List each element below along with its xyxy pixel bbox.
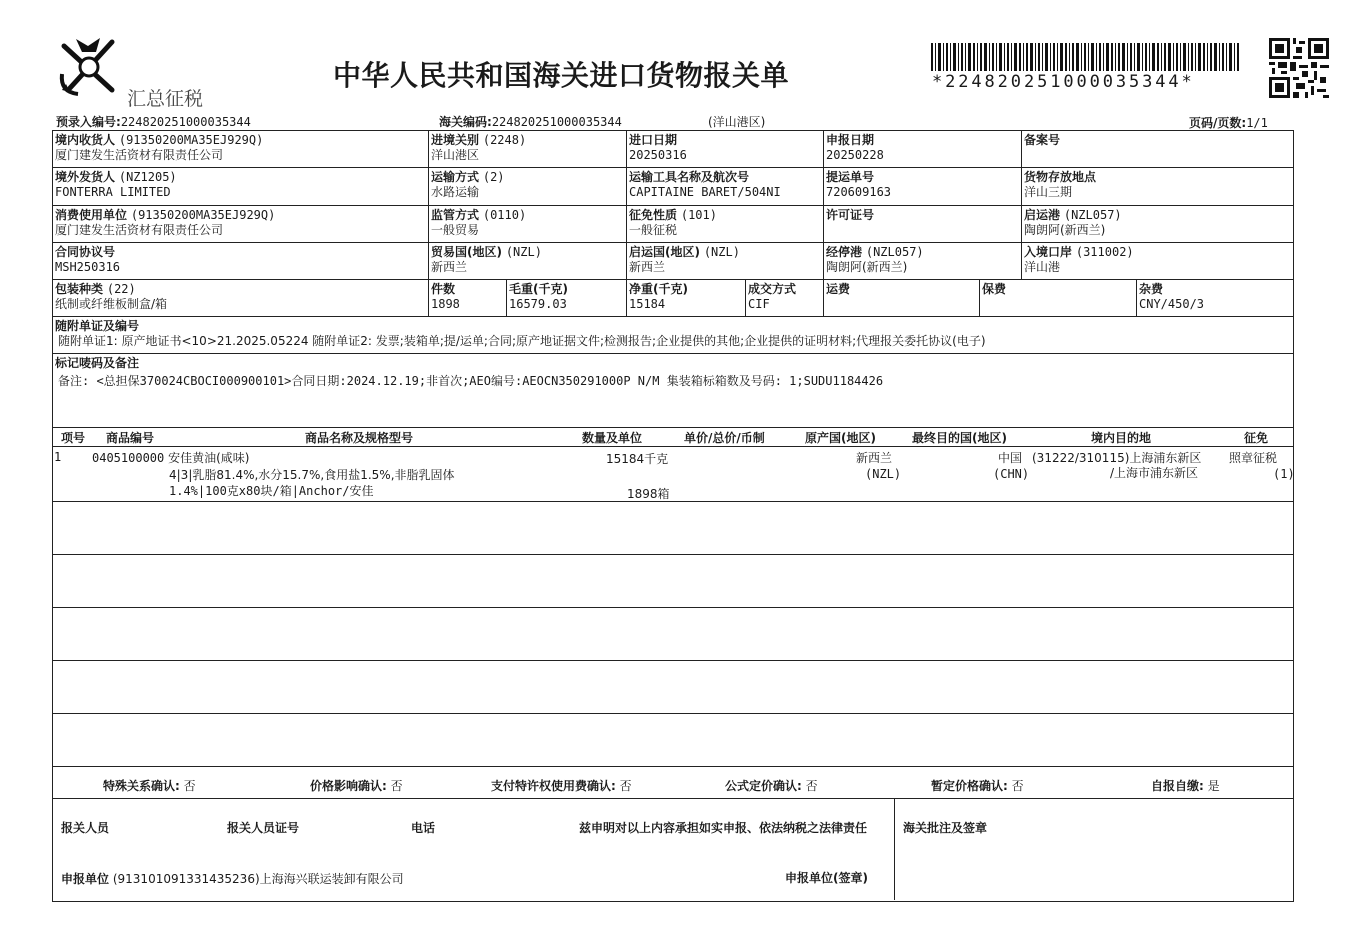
consumer-label: 消费使用单位 xyxy=(55,208,128,222)
consignee-label: 境内收货人 xyxy=(55,133,116,147)
page-value: 1/1 xyxy=(1246,116,1268,130)
transport-mode-cell xyxy=(431,170,505,200)
consumer-value: 厦门建发生活资材有限责任公司 xyxy=(55,223,224,237)
entry-port-cell xyxy=(1024,245,1134,275)
consignee-code: (91350200MA35EJ929Q) xyxy=(118,133,264,147)
vessel-value: CAPITAINE BARET/504NI xyxy=(629,185,781,199)
declaring-unit xyxy=(61,870,404,887)
row-divider xyxy=(52,427,1294,428)
declare-date-label: 申报日期 xyxy=(826,133,875,147)
origin-country-code: (NZL) xyxy=(703,245,740,259)
pre-entry-label: 预录入编号: xyxy=(56,115,121,129)
price-influence-value: 否 xyxy=(390,779,403,793)
storage-label: 货物存放地点 xyxy=(1024,170,1097,184)
item-qty-box: 1898箱 xyxy=(627,487,670,501)
goods-header-origin: 原产国(地区) xyxy=(805,431,876,445)
goods-header-domestic: 境内目的地 xyxy=(1091,431,1152,445)
page-label: 页码/页数: xyxy=(1189,116,1247,130)
customs-code-value: 224820251000035344 xyxy=(491,115,622,129)
row-divider xyxy=(52,713,1294,714)
misc-fee-value: CNY/450/3 xyxy=(1139,297,1205,311)
departure-port-cell xyxy=(1024,208,1122,238)
package-code: (22) xyxy=(106,282,136,296)
misc-fee-cell xyxy=(1139,282,1204,312)
supervision-code: (0110) xyxy=(482,208,527,222)
item-spec-line2: 1.4%|100克x80块/箱|Anchor/安佳 xyxy=(169,484,374,498)
transit-port-value: 陶朗阿(新西兰) xyxy=(826,260,908,274)
declaring-unit-label: 申报单位 xyxy=(61,872,110,886)
row-divider xyxy=(52,316,1294,317)
vessel-cell xyxy=(629,170,781,200)
consignee-cell xyxy=(55,133,263,163)
insurance-cell xyxy=(982,282,1006,297)
barcode xyxy=(931,43,1239,71)
declarant-cert-label: 报关人员证号 xyxy=(227,821,300,835)
attached-docs-label: 随附单证及编号 xyxy=(55,319,140,333)
marks-value: 备注: <总担保370024CBOCI000900101>合同日期:2024.12.19;非首次;AEO编号:AEOCN350291000P N/M 集装箱标箱数及号码: 1;SUDU1184426 xyxy=(58,374,884,388)
import-date-cell xyxy=(629,133,687,163)
consumer-cell xyxy=(55,208,275,238)
gross-weight-cell xyxy=(509,282,568,312)
trade-country-label: 贸易国(地区) xyxy=(431,245,502,259)
net-weight-cell xyxy=(629,282,688,312)
item-qty-kg: 15184千克 xyxy=(606,452,669,466)
declarant-label: 报关人员 xyxy=(61,821,110,835)
goods-header-qty: 数量及单位 xyxy=(582,431,643,445)
declaration-statement: 兹申明对以上内容承担如实申报、依法纳税之法律责任 xyxy=(579,821,868,835)
special-relation-value: 否 xyxy=(183,779,196,793)
port-area: (洋山港区) xyxy=(708,115,766,129)
pieces-value: 1898 xyxy=(431,297,460,311)
entry-customs-code: (2248) xyxy=(482,133,527,147)
col-divider xyxy=(506,279,507,316)
col-divider xyxy=(745,279,746,316)
item-spec-line1: 4|3|乳脂81.4%,水分15.7%,食用盐1.5%,非脂乳固体 xyxy=(169,468,455,482)
col-divider xyxy=(1021,130,1022,279)
entry-port-label: 入境口岸 xyxy=(1024,245,1073,259)
shipper-label: 境外发货人 xyxy=(55,170,116,184)
supervision-label: 监管方式 xyxy=(431,208,480,222)
row-divider xyxy=(52,242,1294,243)
row-divider xyxy=(52,501,1294,502)
customs-emblem xyxy=(56,34,122,100)
license-cell xyxy=(826,208,874,223)
freight-label: 运费 xyxy=(826,282,851,296)
bl-label: 提运单号 xyxy=(826,170,875,184)
pre-entry-number xyxy=(56,113,251,130)
pre-entry-value: 224820251000035344 xyxy=(120,115,251,129)
price-influence-confirm xyxy=(310,777,403,794)
page-number xyxy=(1189,114,1268,131)
transit-port-label: 经停港 xyxy=(826,245,863,259)
contract-cell xyxy=(55,245,120,275)
insurance-label: 保费 xyxy=(982,282,1007,296)
royalty-label: 支付特许权使用费确认: xyxy=(491,779,616,793)
temp-price-value: 否 xyxy=(1011,779,1024,793)
trade-country-value: 新西兰 xyxy=(431,260,468,274)
levy-label: 征免性质 xyxy=(629,208,678,222)
deal-mode-label: 成交方式 xyxy=(748,282,797,296)
contract-value: MSH250316 xyxy=(55,260,121,274)
entry-customs-label: 进境关别 xyxy=(431,133,480,147)
entry-customs-value: 洋山港区 xyxy=(431,148,480,162)
import-date-value: 20250316 xyxy=(629,148,687,162)
package-value: 纸制或纤维板制盒/箱 xyxy=(55,297,168,311)
freight-cell xyxy=(826,282,850,297)
row-divider xyxy=(52,766,1294,767)
import-date-label: 进口日期 xyxy=(629,133,678,147)
deal-mode-value: CIF xyxy=(748,297,770,311)
record-no-label: 备案号 xyxy=(1024,133,1061,147)
row-divider xyxy=(52,279,1294,280)
origin-country-cell xyxy=(629,245,740,275)
customs-code xyxy=(439,113,622,130)
license-label: 许可证号 xyxy=(826,208,875,222)
transit-port-cell xyxy=(826,245,924,275)
row-divider xyxy=(52,607,1294,608)
origin-country-value: 新西兰 xyxy=(629,260,666,274)
shipper-cell xyxy=(55,170,177,200)
row-divider xyxy=(52,660,1294,661)
storage-value: 洋山三期 xyxy=(1024,185,1073,199)
item-levy: 照章征税 xyxy=(1229,451,1278,465)
marks-label: 标记唛码及备注 xyxy=(55,356,140,370)
transit-port-code: (NZL057) xyxy=(865,245,924,259)
contract-label: 合同协议号 xyxy=(55,245,116,259)
bl-cell xyxy=(826,170,891,200)
declare-date-cell xyxy=(826,133,884,163)
row-divider xyxy=(52,798,1294,799)
declaring-unit-value: (913101091331435236)上海海兴联运装卸有限公司 xyxy=(112,872,404,886)
row-divider xyxy=(52,353,1294,354)
item-code-name xyxy=(92,449,249,466)
goods-header-levy: 征免 xyxy=(1244,431,1269,445)
row-divider xyxy=(52,167,1294,168)
package-cell xyxy=(55,282,167,312)
item-name: 安佳黄油(咸味) xyxy=(168,451,250,465)
transport-mode-label: 运输方式 xyxy=(431,170,480,184)
declare-date-value: 20250228 xyxy=(826,148,884,162)
price-influence-label: 价格影响确认: xyxy=(310,779,387,793)
attached-docs-cell xyxy=(55,319,986,349)
attached-docs-value: 随附单证1: 原产地证书<10>21.2025.05224 随附单证2: 发票;装箱单;提/运单;合同;原产地证据文件;检测报告;企业提供的其他;企业提供的证明材料;代理报关委托协议(电子) xyxy=(58,334,986,348)
item-levy-code: (1) xyxy=(1273,467,1295,481)
goods-header-seq: 项号 xyxy=(61,431,86,445)
supervision-cell xyxy=(431,208,526,238)
transport-mode-code: (2) xyxy=(482,170,505,184)
goods-header-code: 商品编号 xyxy=(106,431,155,445)
net-weight-value: 15184 xyxy=(629,297,666,311)
supervision-value: 一般贸易 xyxy=(431,223,480,237)
barcode-text: *224820251000035344* xyxy=(932,72,1195,92)
transport-mode-value: 水路运输 xyxy=(431,185,480,199)
trade-country-cell xyxy=(431,245,542,275)
shipper-code: (NZ1205) xyxy=(118,170,177,184)
self-declare-value: 是 xyxy=(1207,779,1220,793)
col-divider xyxy=(894,798,895,900)
phone-label: 电话 xyxy=(411,821,436,835)
item-dest-code: (CHN) xyxy=(993,467,1030,481)
goods-header-dest: 最终目的国(地区) xyxy=(912,431,1007,445)
item-code: 0405100000 xyxy=(92,451,165,465)
col-divider xyxy=(626,130,627,316)
item-dest: 中国 xyxy=(998,451,1023,465)
row-divider xyxy=(52,446,1294,447)
record-no-cell xyxy=(1024,133,1060,148)
consignee-value: 厦门建发生活资材有限责任公司 xyxy=(55,148,224,162)
levy-code: (101) xyxy=(680,208,717,222)
self-declare-label: 自报自缴: xyxy=(1151,779,1204,793)
royalty-confirm xyxy=(491,777,632,794)
summary-tax-label: 汇总征税 xyxy=(127,88,204,110)
levy-value: 一般征税 xyxy=(629,223,678,237)
goods-header-name: 商品名称及规格型号 xyxy=(305,431,414,445)
entry-port-code: (311002) xyxy=(1075,245,1134,259)
storage-cell xyxy=(1024,170,1096,200)
item-domestic-line2: /上海市浦东新区 xyxy=(1110,466,1199,480)
col-divider xyxy=(823,130,824,316)
item-seq: 1 xyxy=(54,450,62,464)
temp-price-label: 暂定价格确认: xyxy=(931,779,1008,793)
marks-cell xyxy=(55,356,883,391)
entry-port-value: 洋山港 xyxy=(1024,260,1061,274)
levy-cell xyxy=(629,208,717,238)
trade-country-code: (NZL) xyxy=(505,245,542,259)
pieces-label: 件数 xyxy=(431,282,456,296)
self-declare-confirm xyxy=(1151,777,1220,794)
goods-header-price: 单价/总价/币制 xyxy=(684,431,765,445)
shipper-value: FONTERRA LIMITED xyxy=(55,185,171,199)
origin-country-label: 启运国(地区) xyxy=(629,245,700,259)
declaring-unit-seal-label: 申报单位(签章) xyxy=(785,871,868,885)
item-origin-code: (NZL) xyxy=(865,467,902,481)
vessel-label: 运输工具名称及航次号 xyxy=(629,170,750,184)
misc-fee-label: 杂费 xyxy=(1139,282,1164,296)
customs-approval-label: 海关批注及签章 xyxy=(903,821,988,835)
row-divider xyxy=(52,205,1294,206)
consumer-code: (91350200MA35EJ929Q) xyxy=(130,208,276,222)
row-divider xyxy=(52,554,1294,555)
entry-customs-cell xyxy=(431,133,526,163)
page-title: 中华人民共和国海关进口货物报关单 xyxy=(333,59,790,92)
royalty-value: 否 xyxy=(619,779,632,793)
special-relation-confirm xyxy=(103,777,196,794)
customs-code-label: 海关编码: xyxy=(439,115,492,129)
col-divider xyxy=(979,279,980,316)
special-relation-label: 特殊关系确认: xyxy=(103,779,180,793)
gross-weight-value: 16579.03 xyxy=(509,297,567,311)
formula-price-value: 否 xyxy=(805,779,818,793)
pieces-cell xyxy=(431,282,460,312)
departure-port-code: (NZL057) xyxy=(1063,208,1122,222)
col-divider xyxy=(1136,279,1137,316)
col-divider xyxy=(428,130,429,316)
departure-port-value: 陶朗阿(新西兰) xyxy=(1024,223,1106,237)
bl-value: 720609163 xyxy=(826,185,892,199)
formula-price-label: 公式定价确认: xyxy=(725,779,802,793)
deal-mode-cell xyxy=(748,282,796,312)
departure-port-label: 启运港 xyxy=(1024,208,1061,222)
temp-price-confirm xyxy=(931,777,1024,794)
qr-code xyxy=(1269,38,1329,98)
item-origin: 新西兰 xyxy=(856,451,893,465)
net-weight-label: 净重(千克) xyxy=(629,282,688,296)
formula-price-confirm xyxy=(725,777,818,794)
gross-weight-label: 毛重(千克) xyxy=(509,282,568,296)
package-label: 包装种类 xyxy=(55,282,104,296)
item-domestic-line1: (31222/310115)上海浦东新区 xyxy=(1032,451,1202,465)
